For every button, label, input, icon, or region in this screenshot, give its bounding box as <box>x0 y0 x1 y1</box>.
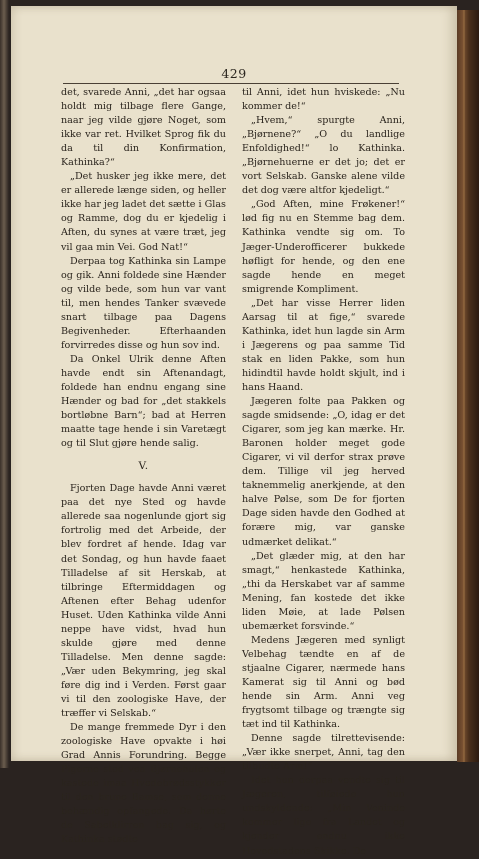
header-rule <box>63 83 399 84</box>
paragraph: „Det husker jeg ikke mere, det er allerede længe siden, og heller ikke har jeg ladet det sætte i Glas og Ramme, dog du er kjedelig i Aften, du synes at være træt, jeg vil gaa min Vei. God Nat!“ <box>61 171 226 253</box>
paragraph: „God Aften, mine Frøkener!“ lød fig nu en Stemme bag dem. Kathinka vendte sig om. To Jæger-Underofficerer bukkede høfligt for hende, og den ene sagde hende en meget smigrende Kompliment. <box>242 199 405 295</box>
book-page <box>11 6 457 857</box>
paragraph: Derpaa tog Kathinka sin Lampe og gik. Anni foldede sine Hænder og vilde bede, som hun var vant til, men hendes Tanker svævede snart tilbage paa Dagens Begivenheder. Efterhaanden forvirredes disse og hun sov ind. <box>61 255 226 351</box>
paragraph: Idet hun derpaa vendte sig til Jægeren, tilføiede hun undskyldende: „Min Veninde kommer lige fra Landet og kjender endnu ikke Hovedstadens Skikke. De <box>242 775 405 857</box>
paragraph: Jægeren folte paa Pakken og sagde smidsende: „O, idag er det Cigarer, som jeg kan mærke. Hr. Baronen holder meget gode Cigarer, vi vil derfor strax prøve dem. Tillige vil jeg herved taknemmelig anerkjende, at den halve Pølse, som De for fjorten Dage siden havde den Godhed at forære mig, var ganske udmærket delikat.“ <box>242 396 405 548</box>
paragraph: til Anni, idet hun hviskede: „Nu kommer de!“ <box>242 87 405 113</box>
left-column <box>61 86 226 847</box>
paragraph: Medens Jægeren med synligt Velbehag tændte en af de stjaalne Cigarer, nærmede hans Kamerat sig til Anni og bød hende sin Arm. Anni veg frygtsomt tilbage og trængte sig tæt ind til Kathinka. <box>242 634 405 731</box>
paragraph: Denne sagde tilrettevisende: „Vær ikke snerpet, Anni, tag den tilbudte Arm!“ <box>242 733 405 773</box>
paragraph: det, svarede Anni, „det har ogsaa holdt mig tilbage flere Gange, naar jeg vilde gjøre Noget, som ikke var ret. Hvilket Sprog fik du da til din Konfirmation, Kathinka?“ <box>61 87 226 169</box>
paragraph: De mange fremmede Dyr i den zoologiske Have opvakte i høi Grad Annis Forundring. Begge Pigerne stod ved Bjørnehulen og kastede imaa Hvedebrødsstykker til den brune Bamse, som denne behændig opfangede. Da hørte de Sabelklirren bag sig, og Kathinka stødte <box>61 722 226 846</box>
chapter-heading: V. <box>138 460 149 473</box>
paragraph: Fjorten Dage havde Anni været paa det nye Sted og havde allerede saa nogenlunde gjort sig fortrolig med det Arbeide, der blev fordret af hende. Idag var det Sondag, og hun havde faaet Tilladelse af sit Herskab, at tilbringe Eftermiddagen og Aftenen efter Behag udenfor Huset. Uden Kathinka vilde Anni neppe have vidst, hvad hun skulde gjøre med denne Tilladelse. Men denne sagde: „Vær uden Bekymring, jeg skal føre dig ind i Verden. Først gaar vi til den zoologiske Have, der træffer vi Selskab.“ <box>61 483 226 720</box>
paragraph: „Det har visse Herrer liden Aarsag til at fige,“ svarede Kathinka, idet hun lagde sin Arm i Jægerens og paa samme Tid stak en liden Pakke, som hun hidindtil havde holdt skjult, ind i hans Haand. <box>242 297 405 393</box>
paragraph: „Det glæder mig, at den har smagt,“ henkastede Kathinka, „thi da Herskabet var af samme Mening, fan kostede det ikke liden Møie, at lade Pølsen ubemærket forsvinde.“ <box>242 550 405 632</box>
page-number: 429 <box>221 66 247 81</box>
book-spine-edge <box>457 10 479 762</box>
right-column <box>242 86 405 859</box>
paragraph: „Hvem,“ spurgte Anni, „Bjørnene?“ „O du landlige Enfoldighed!“ lo Kathinka. „Bjørnehuerne er det jo; det er vort Selskab. Ganske alene vilde det dog være altfor kjedeligt.“ <box>242 115 405 197</box>
paragraph: Da Onkel Ulrik denne Aften havde endt sin Aftenandagt, foldede han endnu engang sine Hænder og bad for „det stakkels bortløbne Barn“; bad at Herren maatte tage hende i sin Varetægt og til Slut gjøre hende salig. <box>61 353 226 450</box>
